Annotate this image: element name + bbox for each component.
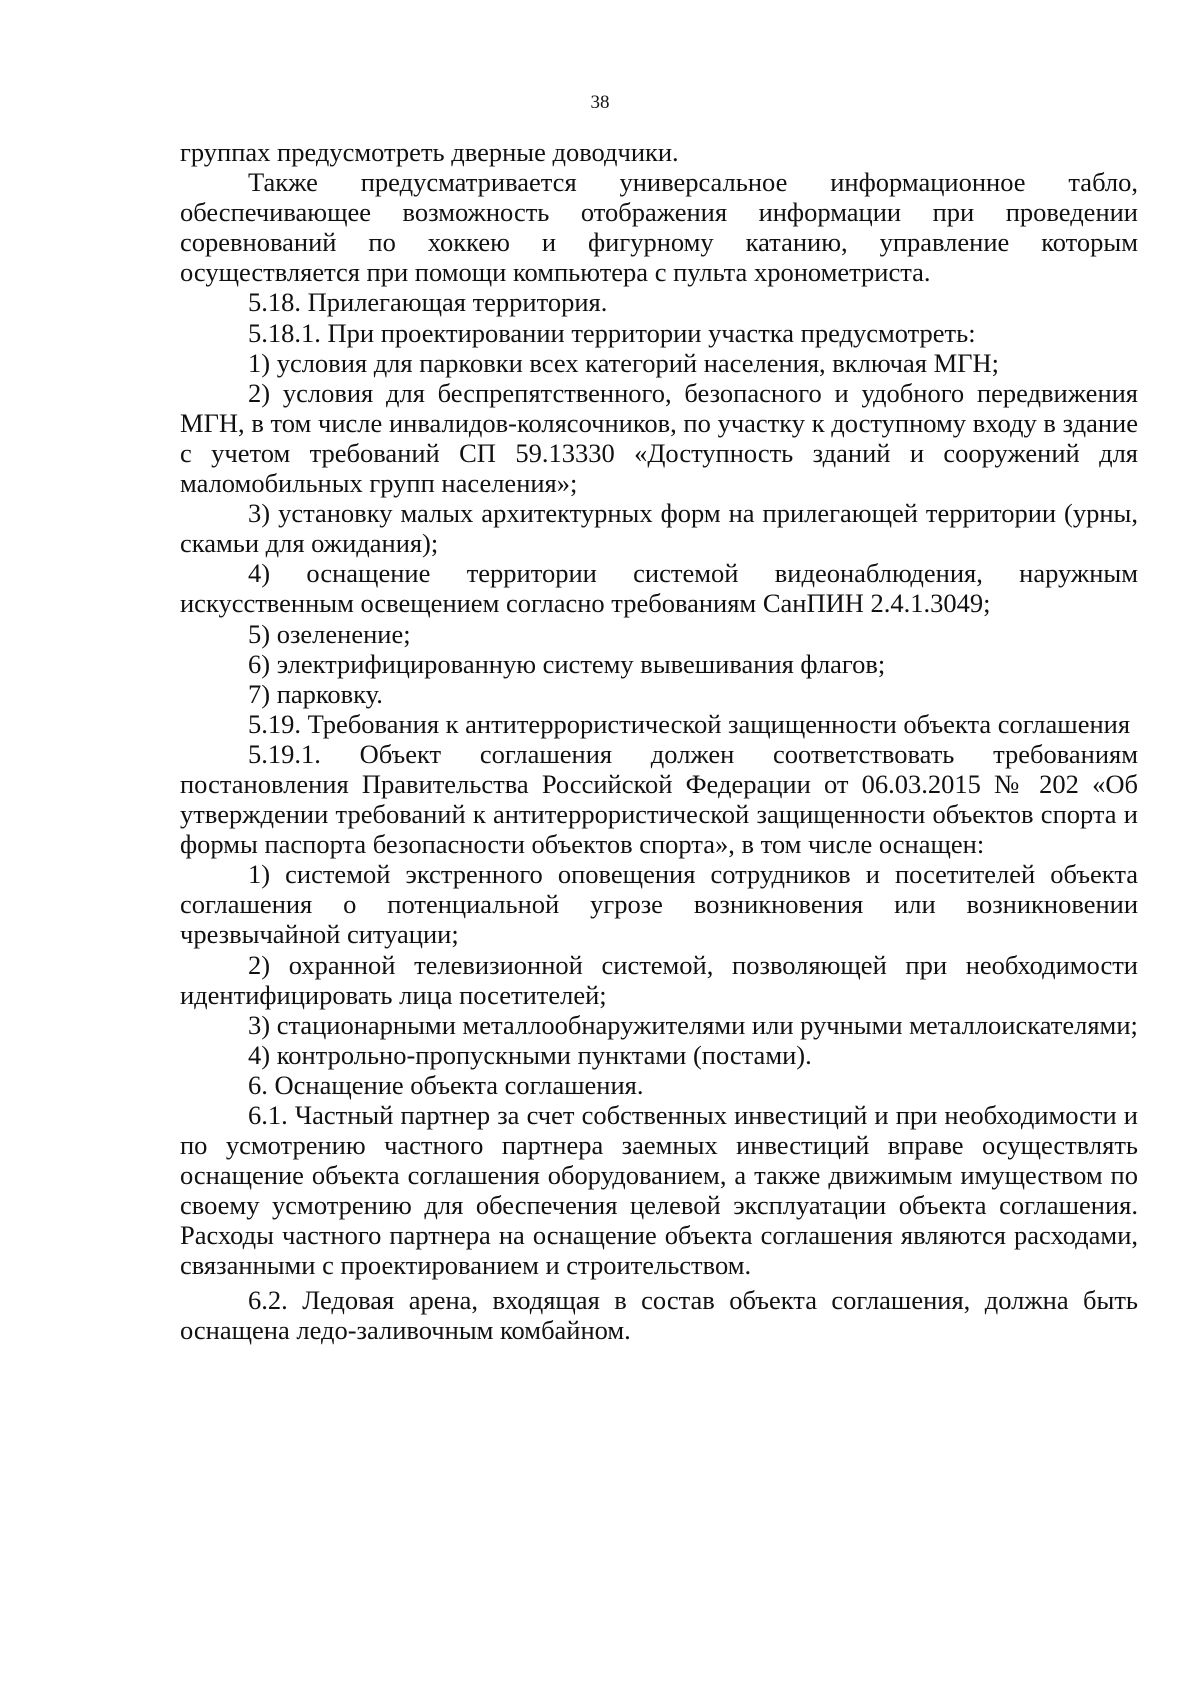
list-item-5-18-1-7: 7) парковку. <box>248 678 383 709</box>
list-item-5-18-1-4: 4) оснащение территории системой видеонаблюдения, наружным искусственным освещением согласно требованиям СанПИН 2.4.1.3049; <box>180 558 1138 619</box>
list-item-5-19-1-2: 2) охранной телевизионной системой, позволяющей при необходимости идентифицировать лица посетителей; <box>180 949 1138 1010</box>
heading-5-18: 5.18. Прилегающая территория. <box>248 287 608 318</box>
list-item-5-18-1-6: 6) электрифицированную систему вывешивания флагов; <box>248 648 886 679</box>
paragraph-info-board: Также предусматривается универсальное информационное табло, обеспечивающее возможность отображения информации при проведении соревнований по хоккею и фигурному катанию, управление которым осуществляется при помощи компьютера с пульта хронометриста. <box>180 167 1138 288</box>
clause-5-18-1: 5.18.1. При проектировании территории участка предусмотреть: <box>248 317 976 348</box>
list-item-5-18-1-5: 5) озеленение; <box>248 618 411 649</box>
list-item-5-18-1-3: 3) установку малых архитектурных форм на прилегающей территории (урны, скамьи для ожидания); <box>180 498 1138 559</box>
list-item-5-18-1-1: 1) условия для парковки всех категорий населения, включая МГН; <box>248 347 999 378</box>
list-item-5-18-1-2: 2) условия для беспрепятственного, безопасного и удобного передвижения МГН, в том числе инвалидов-колясочников, по участку к доступному входу в здание с учетом требований СП 59.13330 «Доступность зданий и сооружений для маломобильных групп населения»; <box>180 377 1138 499</box>
clause-6-1: 6.1. Частный партнер за счет собственных инвестиций и при необходимости и по усмотрению частного партнера заемных инвестиций вправе осуществлять оснащение объекта соглашения оборудованием, а также движимым имуществом по своему усмотрению для обеспечения целевой эксплуатации объекта соглашения. Расходы частного партнера на оснащение объекта соглашения являются расходами, связанными с проектированием и строительством. <box>180 1100 1138 1281</box>
document-body <box>180 137 1138 1345</box>
heading-5-19: 5.19. Требования к антитеррористической защищенности объекта соглашения <box>248 708 1131 739</box>
clause-6-2: 6.2. Ледовая арена, входящая в состав объекта соглашения, должна быть оснащена ледо-заливочным комбайном. <box>180 1284 1138 1345</box>
list-item-5-19-1-4: 4) контрольно-пропускными пунктами (постами). <box>248 1039 812 1070</box>
list-item-5-19-1-1: 1) системой экстренного оповещения сотрудников и посетителей объекта соглашения о потенциальной угрозе возникновения или возникновении чрезвычайной ситуации; <box>180 859 1138 950</box>
list-item-5-19-1-3: 3) стационарными металлообнаружителями или ручными металлоискателями; <box>248 1009 1138 1040</box>
heading-6: 6. Оснащение объекта соглашения. <box>248 1069 644 1100</box>
page-number: 38 <box>590 92 610 113</box>
clause-5-19-1: 5.19.1. Объект соглашения должен соответствовать требованиям постановления Правительства Российской Федерации от 06.03.2015 № 202 «Об утверждении требований к антитеррористической защищенности объектов спорта и формы паспорта безопасности объектов спорта», в том числе оснащен: <box>180 738 1138 860</box>
paragraph-continuation: группах предусмотреть дверные доводчики. <box>180 137 679 167</box>
